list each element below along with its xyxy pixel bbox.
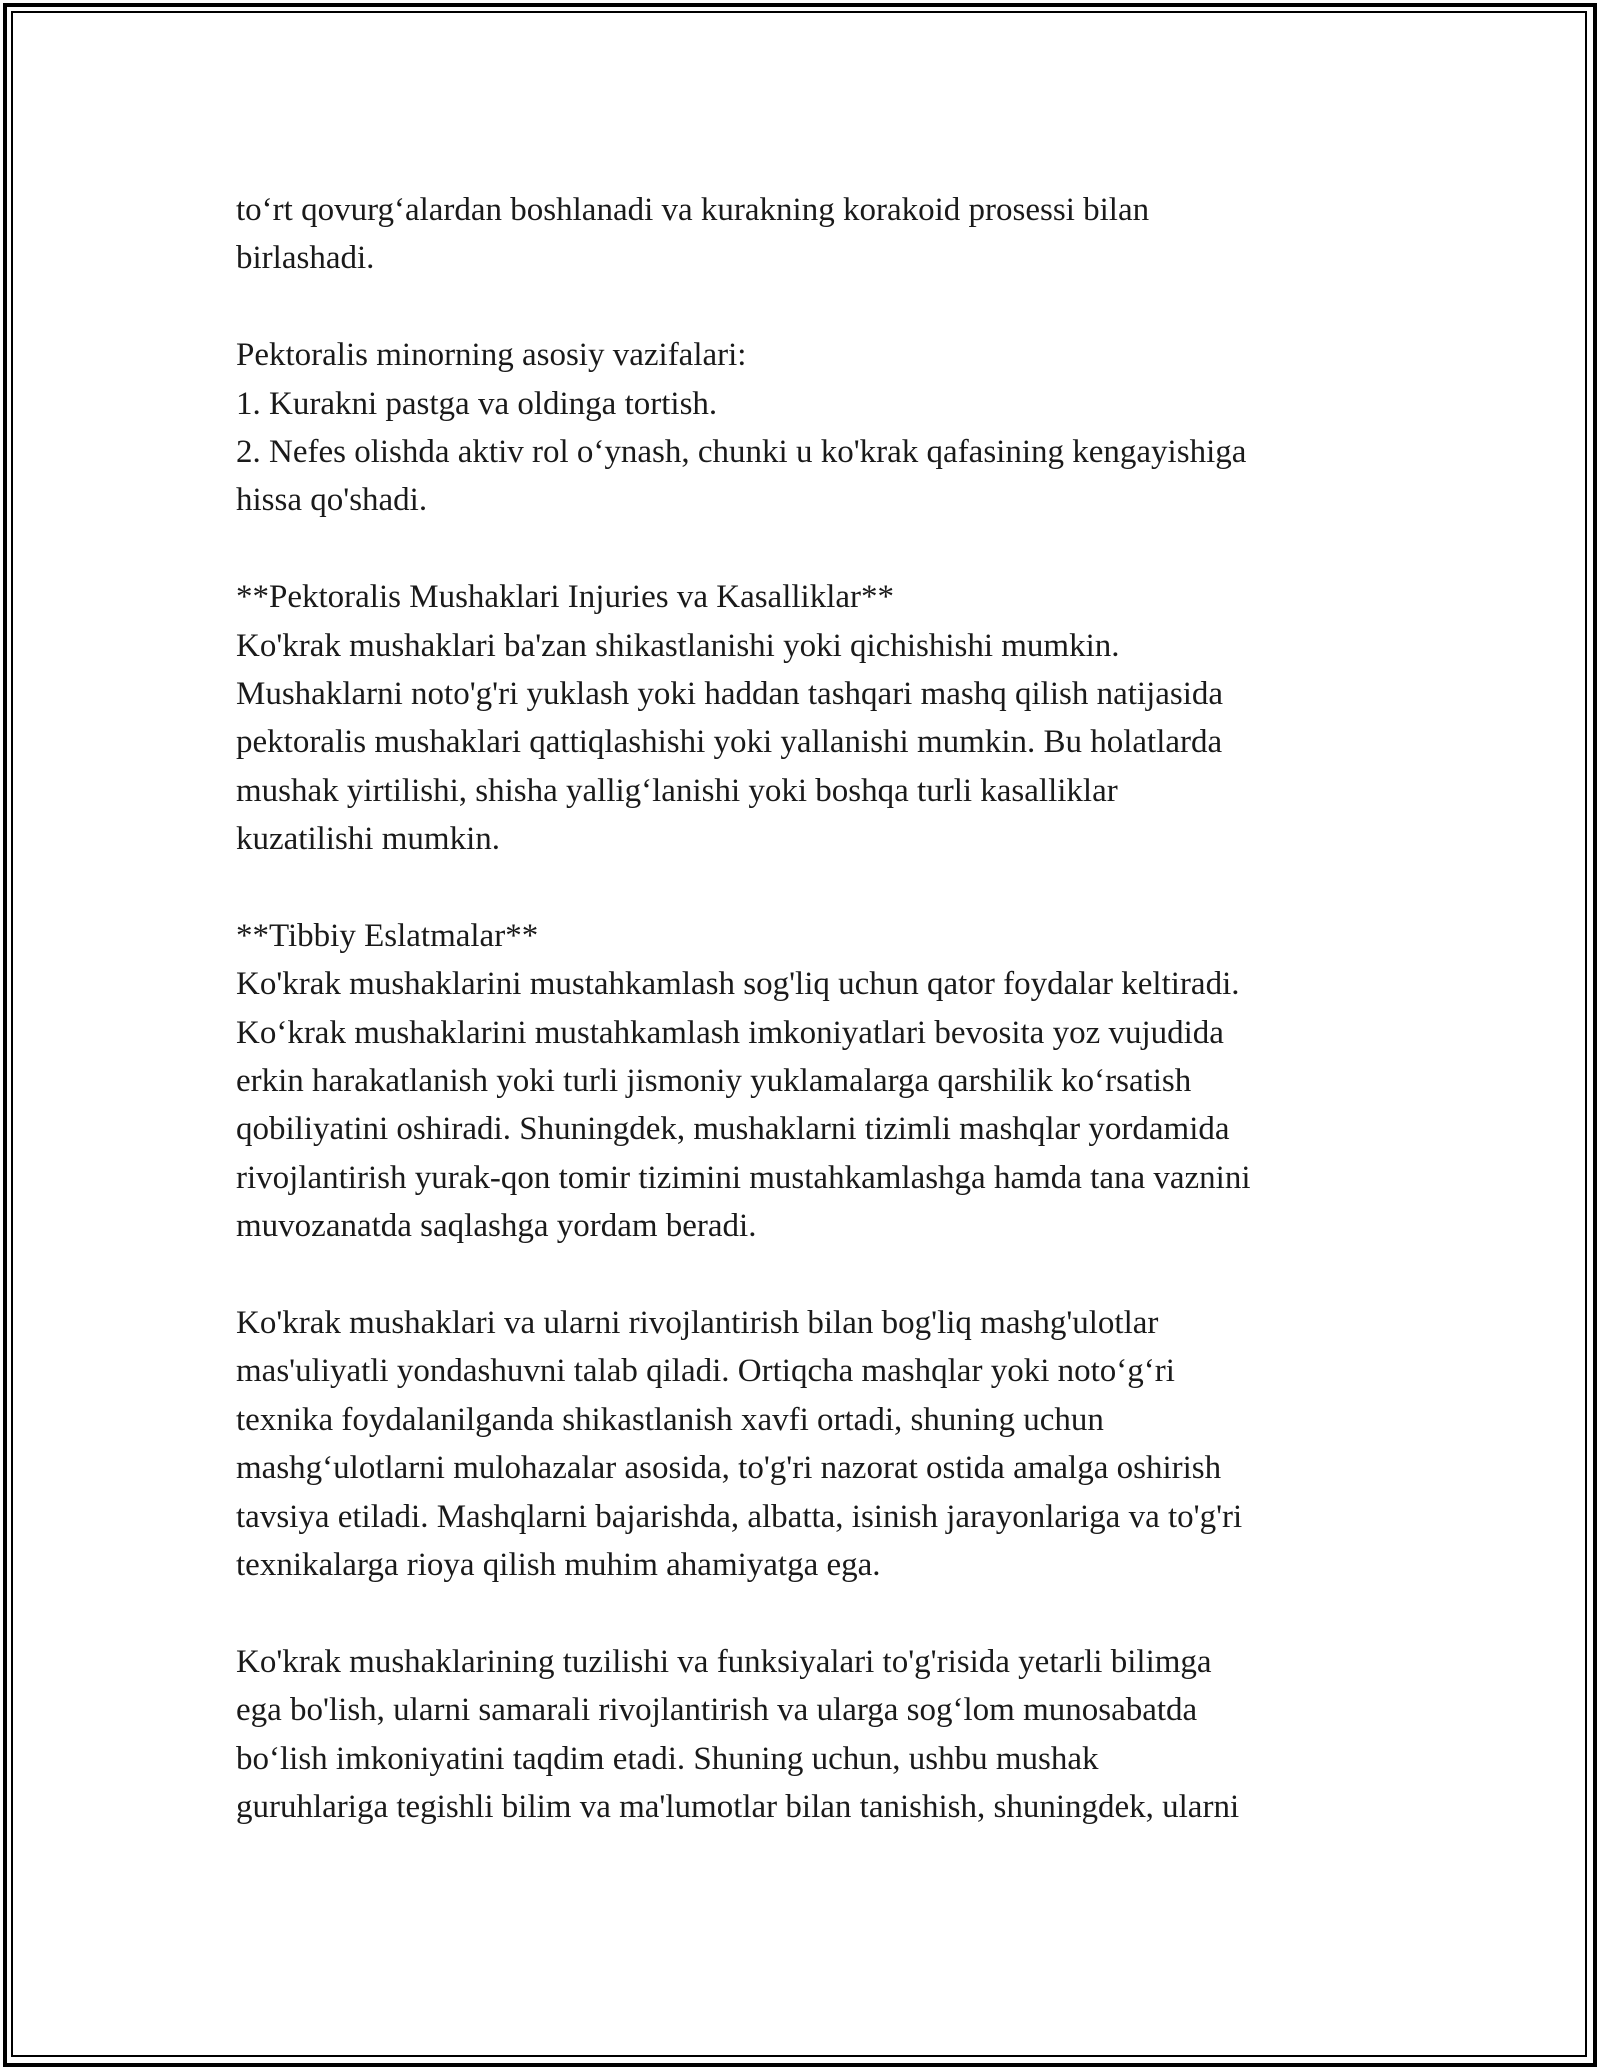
paragraph-spacer — [236, 1251, 1396, 1299]
list-item: 1. Kurakni pastga va oldinga tortish. — [236, 385, 718, 422]
text-line: tavsiya etiladi. Mashqlarni bajarishda, albatta, isinish jarayonlariga va to'g'ri — [236, 1498, 1243, 1535]
text-line: mushak yirtilishi, shisha yallig‘lanishi yoki boshqa turli kasalliklar — [236, 772, 1118, 809]
section-heading: **Tibbiy Eslatmalar** — [236, 917, 539, 954]
paragraph — [236, 1299, 1396, 1589]
text-line: pektoralis mushaklari qattiqlashishi yoki yallanishi mumkin. Bu holatlarda — [236, 724, 1223, 761]
paragraph — [236, 186, 1396, 283]
paragraph-spacer — [236, 863, 1396, 911]
section-heading: **Pektoralis Mushaklari Injuries va Kasalliklar** — [236, 579, 895, 616]
list-item: 2. Nefes olishda aktiv rol o‘ynash, chunki u ko'krak qafasining kengayishiga — [236, 433, 1247, 470]
text-line: mas'uliyatli yondashuvni talab qiladi. Ortiqcha mashqlar yoki noto‘g‘ri — [236, 1353, 1175, 1390]
text-line: erkin harakatlanish yoki turli jismoniy yuklamalarga qarshilik ko‘rsatish — [236, 1063, 1192, 1100]
text-line: Ko‘krak mushaklarini mustahkamlash imkoniyatlari bevosita yoz vujudida — [236, 1014, 1224, 1051]
paragraph-spacer — [236, 1589, 1396, 1637]
text-line: texnikalarga rioya qilish muhim ahamiyatga ega. — [236, 1546, 881, 1583]
text-line: texnika foydalanilganda shikastlanish xavfi ortadi, shuning uchun — [236, 1401, 1104, 1438]
text-line: hissa qo'shadi. — [236, 482, 428, 519]
document-body — [236, 186, 1396, 1831]
text-line: muvozanatda saqlashga yordam beradi. — [236, 1208, 757, 1245]
paragraph-spacer — [236, 283, 1396, 331]
text-line: Ko'krak mushaklari va ularni rivojlantirish bilan bog'liq mashg'ulotlar — [236, 1304, 1159, 1341]
text-line: Ko'krak mushaklarini mustahkamlash sog'liq uchun qator foydalar keltiradi. — [236, 966, 1240, 1003]
text-line: ega bo'lish, ularni samarali rivojlantirish va ularga sog‘lom munosabatda — [236, 1692, 1198, 1729]
text-line: Ko'krak mushaklarining tuzilishi va funksiyalari to'g'risida yetarli bilimga — [236, 1643, 1212, 1680]
text-line: Ko'krak mushaklari ba'zan shikastlanishi yoki qichishishi mumkin. — [236, 627, 1120, 664]
text-line: Pektoralis minorning asosiy vazifalari: — [236, 337, 747, 374]
paragraph — [236, 573, 1396, 863]
text-line: guruhlariga tegishli bilim va ma'lumotlar bilan tanishish, shuningdek, ularni — [236, 1788, 1240, 1825]
text-line: bo‘lish imkoniyatini taqdim etadi. Shuning uchun, ushbu mushak — [236, 1740, 1099, 1777]
text-line: to‘rt qovurg‘alardan boshlanadi va kurakning korakoid prosessi bilan — [236, 192, 1150, 228]
text-line: rivojlantirish yurak-qon tomir tizimini mustahkamlashga hamda tana vaznini — [236, 1159, 1251, 1196]
text-line: qobiliyatini oshiradi. Shuningdek, mushaklarni tizimli mashqlar yordamida — [236, 1111, 1230, 1148]
paragraph-spacer — [236, 525, 1396, 573]
paragraph — [236, 331, 1396, 525]
paragraph — [236, 1638, 1396, 1832]
text-line: kuzatilishi mumkin. — [236, 821, 500, 858]
text-line: Mushaklarni noto'g'ri yuklash yoki haddan tashqari mashq qilish natijasida — [236, 675, 1224, 712]
text-line: mashg‘ulotlarni mulohazalar asosida, to'g'ri nazorat ostida amalga oshirish — [236, 1450, 1222, 1487]
paragraph — [236, 912, 1396, 1251]
text-line: birlashadi. — [236, 240, 375, 277]
